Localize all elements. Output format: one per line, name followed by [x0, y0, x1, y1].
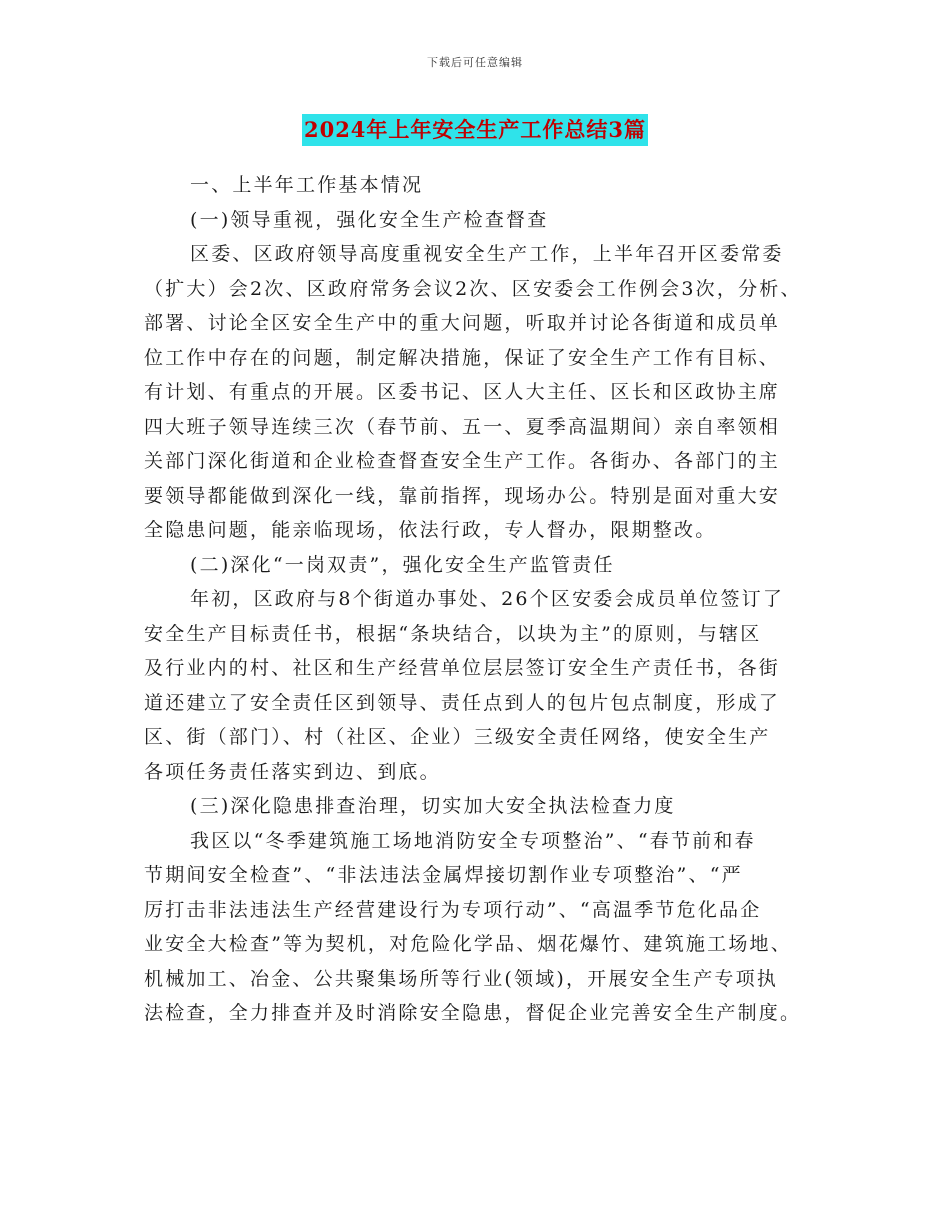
paragraph-line: 机械加工、冶金、公共聚集场所等行业(领域)，开展安全生产专项执 [144, 967, 779, 990]
paragraph-line: 道还建立了安全责任区到领导、责任点到人的包片包点制度，形成了 [144, 691, 781, 714]
paragraph-line: 区、街（部门）、村（社区、企业）三级安全责任网络，使安全生产 [144, 726, 771, 748]
paragraph-line: 厉打击非法违法生产经营建设行为专项行动”、“高温季节危化品企 [144, 898, 762, 921]
paragraph-line: 有计划、有重点的开展。区委书记、区人大主任、区长和区政协主席 [144, 381, 781, 403]
subsection-heading: (一)领导重视，强化安全生产检查督查 [190, 208, 549, 231]
paragraph-line: （扩大）会2次、区政府常务会议2次、区安委会工作例会3次，分析、 [144, 277, 802, 300]
paragraph-line: 各项任务责任落实到边、到底。 [144, 760, 441, 783]
subsection-heading: (三)深化隐患排查治理，切实加大安全执法检查力度 [190, 795, 676, 817]
title-container [0, 114, 950, 146]
subsection-heading: (二)深化“一岗双责”，强化安全生产监管责任 [190, 553, 615, 576]
paragraph-line: 安全生产目标责任书，根据“条块结合，以块为主”的原则，与辖区 [144, 622, 762, 645]
paragraph-line: 要领导都能做到深化一线，靠前指挥，现场办公。特别是面对重大安 [144, 484, 781, 507]
document-body [144, 168, 834, 1031]
paragraph-line: 部署、讨论全区安全生产中的重大问题，听取并讨论各街道和成员单 [144, 312, 781, 334]
paragraph-line: 我区以“冬季建筑施工场地消防安全专项整治”、“春节前和春 [190, 829, 756, 852]
paragraph-line: 年初，区政府与8个街道办事处、26个区安委会成员单位签订了 [190, 588, 785, 610]
paragraph-line: 全隐患问题，能亲临现场，依法行政，专人督办，限期整改。 [144, 519, 717, 541]
paragraph-line: 四大班子领导连续三次（春节前、五一、夏季高温期间）亲自率领相 [144, 415, 781, 438]
paragraph-line: 及行业内的村、社区和生产经营单位层层签订安全生产责任书，各街 [144, 657, 781, 679]
paragraph-line: 节期间安全检查”、“非法违法金属焊接切割作业专项整治”、“严 [144, 864, 743, 886]
paragraph-line: 法检查，全力排查并及时消除安全隐患，督促企业完善安全生产制度。 [144, 1002, 802, 1024]
paragraph-line: 业安全大检查”等为契机，对危险化学品、烟花爆竹、建筑施工场地、 [144, 933, 792, 955]
document-title: 2024年上年安全生产工作总结3篇 [302, 114, 648, 146]
paragraph-line: 区委、区政府领导高度重视安全生产工作，上半年召开区委常委 [190, 243, 784, 265]
section-heading: 一、上半年工作基本情况 [190, 174, 424, 196]
paragraph-line: 位工作中存在的问题，制定解决措施，保证了安全生产工作有目标、 [144, 346, 781, 369]
paragraph-line: 关部门深化街道和企业检查督查安全生产工作。各街办、各部门的主 [144, 450, 781, 472]
header-note: 下载后可任意编辑 [427, 56, 523, 69]
